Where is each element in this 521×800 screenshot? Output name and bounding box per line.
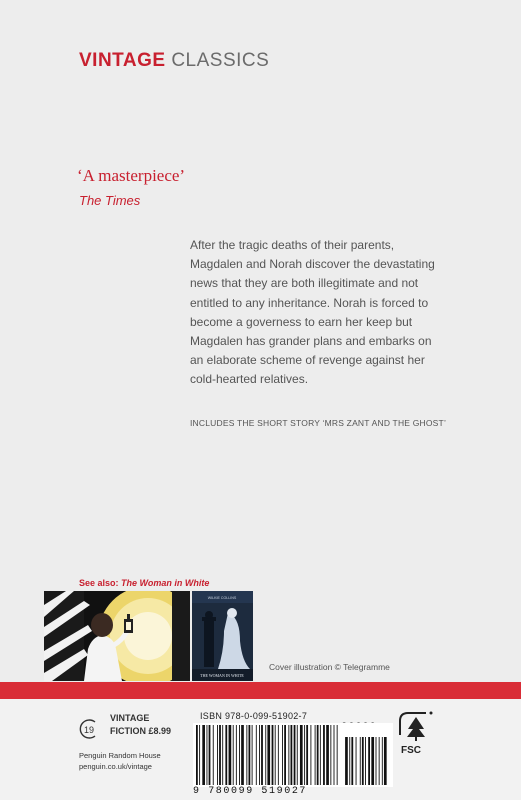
- woman-in-white-cover: [192, 591, 253, 681]
- barcode: [193, 723, 393, 787]
- barcode-bar: [334, 725, 335, 785]
- imprint-label: VINTAGE: [110, 713, 150, 723]
- blurb-line: become a governess to earn her keep but: [190, 314, 413, 329]
- blurb-line: Magdalen and Norah discover the devastating: [190, 257, 435, 272]
- barcode-bar: [310, 725, 311, 785]
- barcode-bar: [284, 725, 286, 785]
- barcode-addon-bar: [345, 737, 348, 785]
- review-source: The Times: [79, 193, 141, 208]
- barcode-bar: [217, 725, 218, 785]
- barcode-addon-bar: [365, 737, 366, 785]
- publisher-info: [79, 750, 161, 772]
- barcode-addon-bar: [384, 737, 387, 785]
- barcode-addon-bar: [368, 737, 370, 785]
- barcode-addon-bar: [351, 737, 353, 785]
- barcode-bar: [282, 725, 283, 785]
- fsc-label: FSC: [401, 745, 421, 756]
- blurb-line: cold-hearted relatives.: [190, 372, 309, 387]
- barcode-bar: [241, 725, 244, 785]
- barcode-bar: [326, 725, 329, 785]
- barcode-bar: [317, 725, 319, 785]
- red-bar: [0, 682, 521, 699]
- barcode-bar: [315, 725, 316, 785]
- category-price: [110, 726, 171, 736]
- barcode-addon-bar: [379, 737, 380, 785]
- fsc-tree-icon: [396, 707, 436, 747]
- barcode-bar: [196, 725, 198, 785]
- barcode-bar: [337, 725, 338, 785]
- barcode-bar: [272, 725, 274, 785]
- barcode-bar: [213, 725, 214, 785]
- barcode-bar: [300, 725, 303, 785]
- see-also-prefix: See also:: [79, 578, 119, 588]
- barcode-bar: [261, 725, 263, 785]
- barcode-bar: [236, 725, 237, 785]
- barcode-bar: [233, 725, 234, 785]
- barcode-bar: [304, 725, 305, 785]
- imprint-price: £8.99: [148, 726, 172, 736]
- review-quote: ‘A masterpiece’: [77, 166, 186, 185]
- barcode-bar: [209, 725, 211, 785]
- barcode-bar: [306, 725, 308, 785]
- brand-vintage: VINTAGE: [79, 50, 166, 71]
- imprint-category: FICTION: [110, 726, 146, 736]
- barcode-bar: [288, 725, 289, 785]
- cover-illustration: [44, 591, 190, 681]
- barcode-bar: [252, 725, 253, 785]
- barcode-bar: [229, 725, 232, 785]
- blurb-line: Magdalen has grander plans and embarks on: [190, 334, 432, 349]
- publisher-name: Penguin Random House: [79, 751, 161, 760]
- blurb-line: news that they are both illegitimate and not: [190, 276, 419, 291]
- barcode-bar: [222, 725, 223, 785]
- thumb-title: THE WOMAN IN WHITE: [200, 673, 244, 678]
- barcode-bar: [239, 725, 240, 785]
- barcode-bar: [291, 725, 293, 785]
- barcode-bar: [320, 725, 321, 785]
- brand-header: [79, 50, 269, 72]
- barcode-bar: [207, 725, 208, 785]
- badge-number: 19: [83, 725, 95, 735]
- blurb-line: an elaborate scheme of revenge against her: [190, 353, 425, 368]
- brand-classics: CLASSICS: [171, 50, 270, 71]
- barcode-bar: [249, 725, 251, 785]
- thumb-author: WILKIE COLLINS: [207, 596, 237, 600]
- see-also: [79, 578, 209, 588]
- barcode-bar: [265, 725, 266, 785]
- blurb-line: After the tragic deaths of their parents,: [190, 238, 395, 252]
- barcode-bar: [225, 725, 227, 785]
- barcode-bar: [219, 725, 221, 785]
- barcode-bar: [199, 725, 200, 785]
- barcode-bar: [246, 725, 247, 785]
- barcode-bar: [256, 725, 257, 785]
- publisher-url: penguin.co.uk/vintage: [79, 762, 152, 771]
- barcode-addon-bar: [371, 737, 374, 785]
- barcode-bar: [323, 725, 325, 785]
- lantern-woman-illustration: [44, 591, 190, 681]
- cover-credit: Cover illustration © Telegramme: [269, 662, 390, 672]
- barcode-addon-bar: [376, 737, 377, 785]
- barcode-bar: [275, 725, 276, 785]
- blurb-line: entitled to any inheritance. Norah is forced to: [190, 295, 429, 310]
- see-also-title: The Woman in White: [121, 578, 210, 588]
- see-also-cover-thumbnail: [192, 591, 253, 681]
- isbn-label: ISBN 978-0-099-51902-7: [200, 711, 308, 721]
- barcode-addon-bar: [360, 737, 361, 785]
- barcode-bar: [278, 725, 279, 785]
- classics-number-badge-icon: [78, 718, 100, 740]
- barcode-addon-bar: [349, 737, 350, 785]
- barcode-bar: [202, 725, 205, 785]
- barcode-addon-bar: [356, 737, 357, 785]
- barcode-bar: [267, 725, 270, 785]
- barcode-addon-bar: [382, 737, 383, 785]
- barcode-bar: [297, 725, 298, 785]
- barcode-bar: [330, 725, 331, 785]
- barcode-digits: 9 780099 519027: [193, 786, 308, 797]
- barcode-bar: [294, 725, 296, 785]
- book-blurb: [190, 236, 490, 390]
- includes-note: INCLUDES THE SHORT STORY ‘MRS ZANT AND THE GHOST’: [190, 418, 447, 428]
- barcode-bar: [259, 725, 260, 785]
- barcode-addon-bar: [362, 737, 364, 785]
